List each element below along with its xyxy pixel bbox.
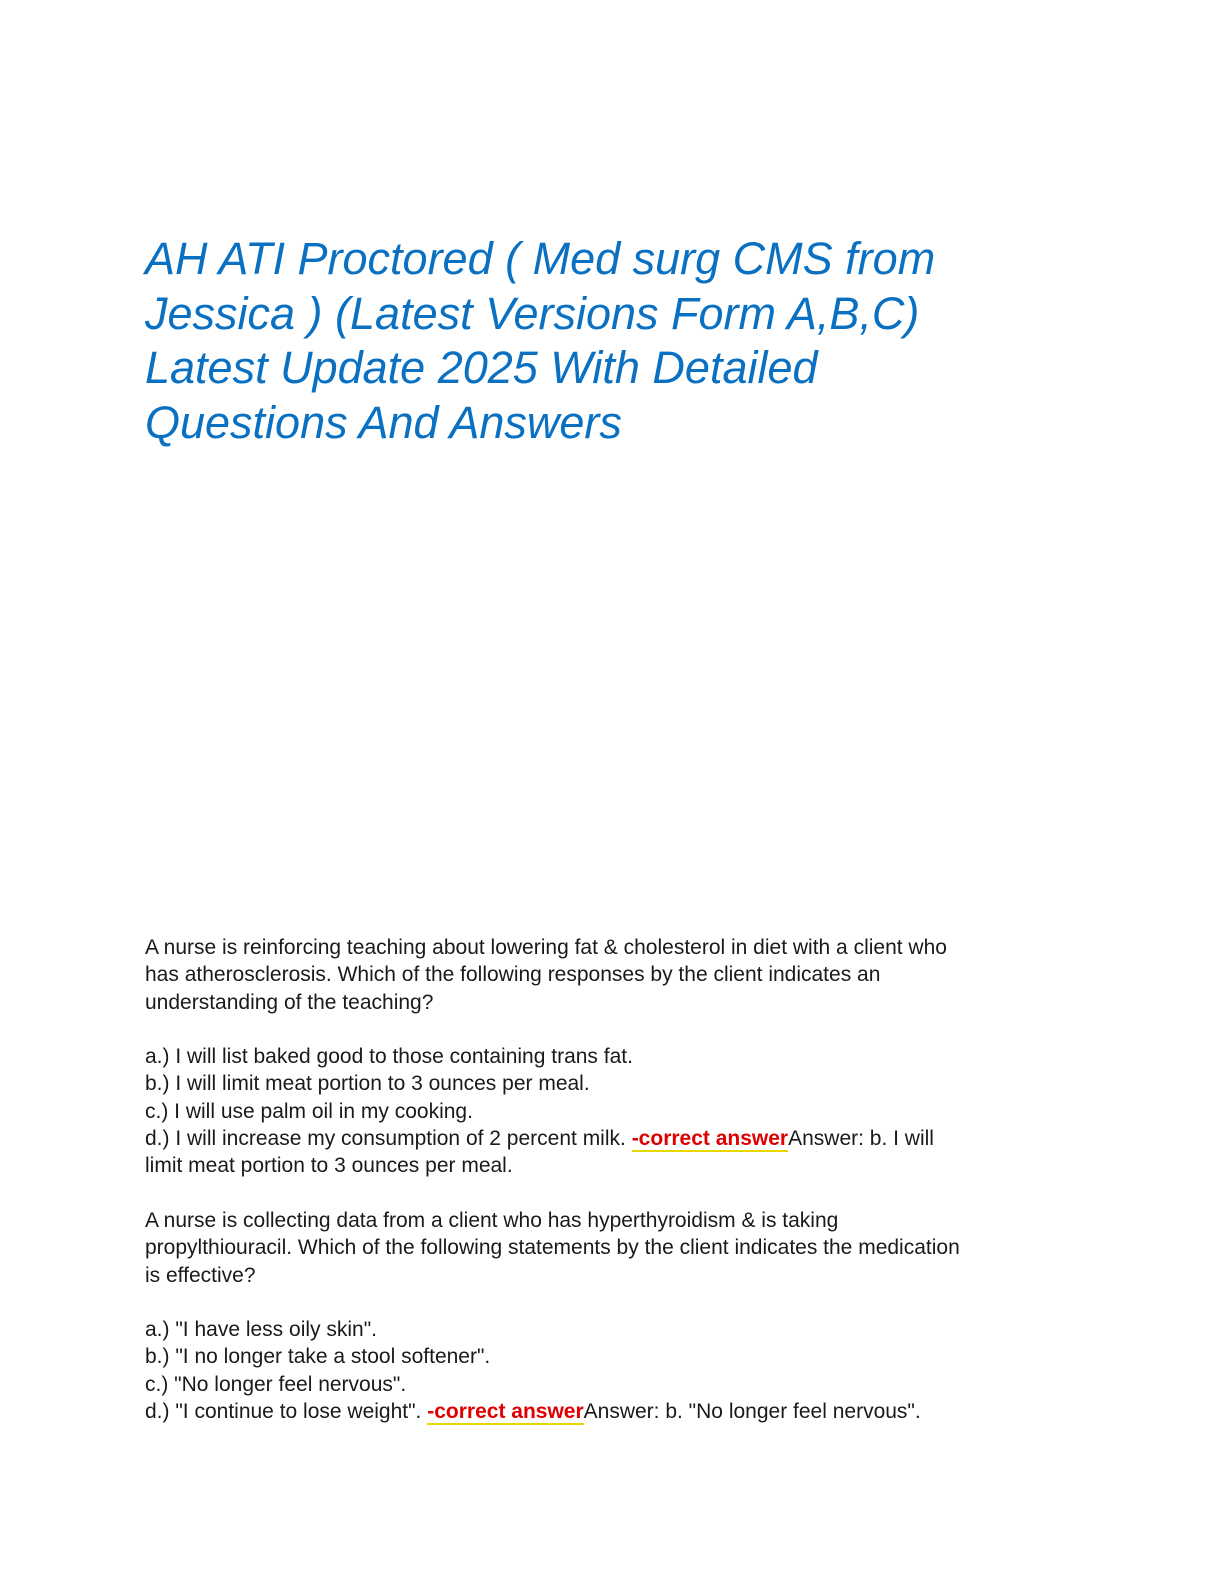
question-1 xyxy=(145,934,1105,1180)
option-d: d.) I will increase my consumption of 2 percent milk. xyxy=(145,1127,632,1151)
answer-options xyxy=(145,1043,1105,1179)
stem-line: A nurse is collecting data from a client who has hyperthyroidism & is taking xyxy=(145,1208,839,1232)
answer-text-continued: limit meat portion to 3 ounces per meal. xyxy=(145,1154,513,1178)
title-line: Latest Update 2025 With Detailed xyxy=(145,342,818,393)
stem-line: A nurse is reinforcing teaching about lowering fat & cholesterol in diet with a client who xyxy=(145,936,947,959)
correct-answer-marker: -correct answer xyxy=(427,1400,584,1424)
question-2 xyxy=(145,1207,1105,1425)
title-line: Jessica ) (Latest Versions Form A,B,C) xyxy=(145,287,920,339)
option-b: b.) I will limit meat portion to 3 ounces per meal. xyxy=(145,1072,590,1096)
stem-line: is effective? xyxy=(145,1263,256,1287)
option-b: b.) "I no longer take a stool softener". xyxy=(145,1345,491,1369)
title-line: Questions And Answers xyxy=(145,396,622,448)
option-c: c.) I will use palm oil in my cooking. xyxy=(145,1099,473,1123)
option-a: a.) "I have less oily skin". xyxy=(145,1318,377,1342)
option-d-with-answer xyxy=(145,1398,1105,1425)
stem-line: has atherosclerosis. Which of the following responses by the client indicates an xyxy=(145,963,881,987)
answer-options xyxy=(145,1316,1105,1425)
question-stem xyxy=(145,934,1105,1016)
document-title xyxy=(145,232,1105,450)
option-c: c.) "No longer feel nervous". xyxy=(145,1372,407,1396)
answer-text: Answer: b. I will xyxy=(788,1127,934,1151)
title-line: AH ATI Proctored ( Med surg CMS from xyxy=(145,233,936,284)
option-a: a.) I will list baked good to those containing trans fat. xyxy=(145,1045,633,1069)
option-d: d.) "I continue to lose weight". xyxy=(145,1400,428,1424)
answer-text: Answer: b. "No longer feel nervous". xyxy=(583,1400,921,1424)
stem-line: understanding of the teaching? xyxy=(145,990,434,1014)
correct-answer-marker: -correct answer xyxy=(631,1127,789,1151)
questions-section xyxy=(145,934,1105,1453)
question-stem xyxy=(145,1207,1105,1289)
stem-line: propylthiouracil. Which of the following statements by the client indicates the medication xyxy=(145,1236,960,1260)
option-d-with-answer xyxy=(145,1125,1105,1152)
